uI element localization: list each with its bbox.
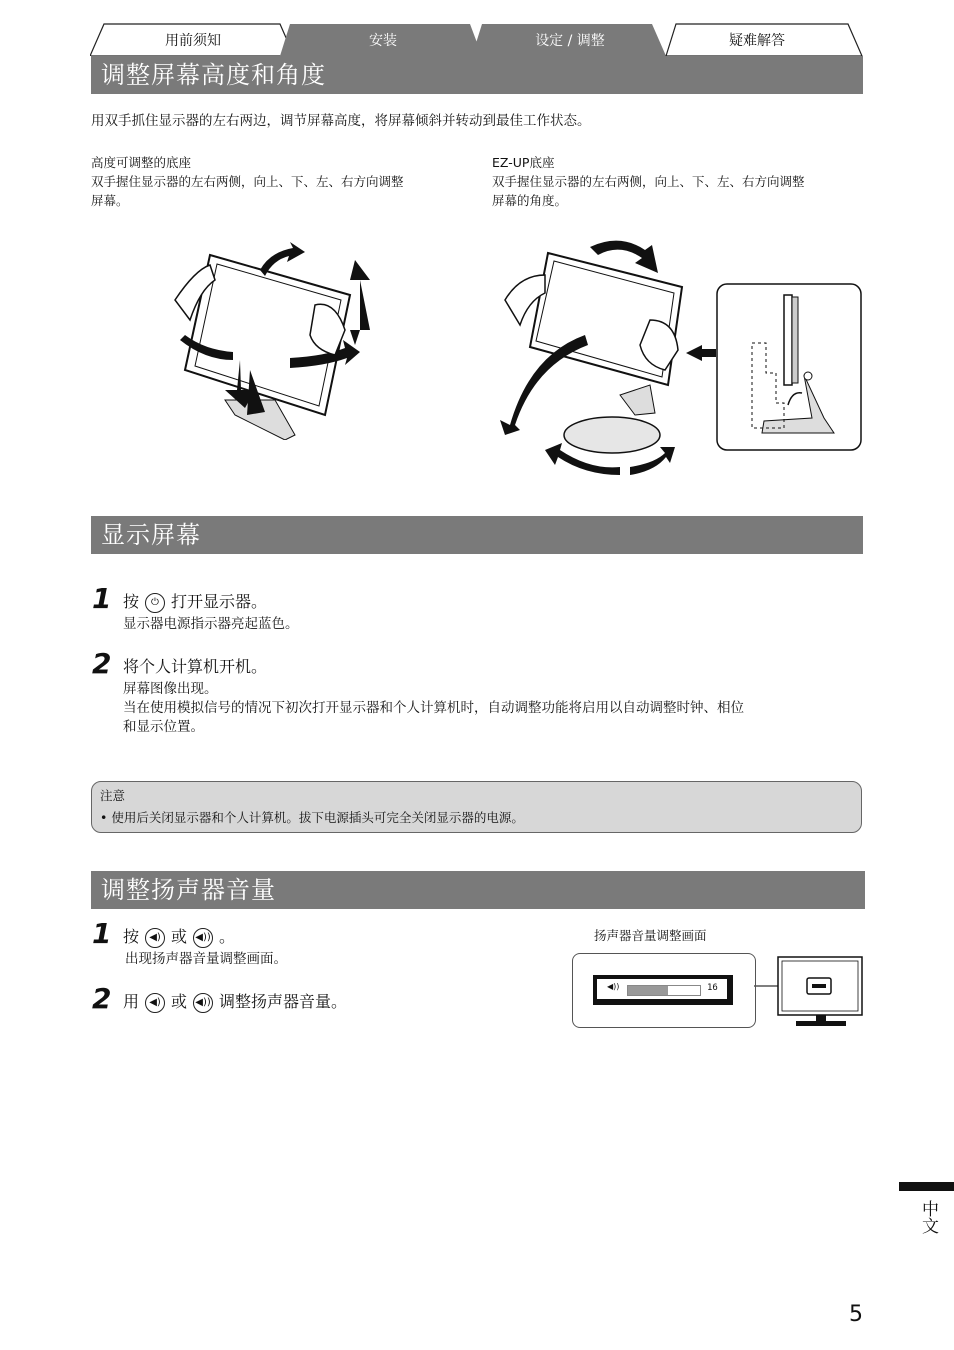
volume-down-icon: ◀) — [145, 993, 165, 1013]
step2-title: 将个人计算机开机。 — [123, 657, 268, 676]
volume-up-icon: ◀)) — [193, 928, 213, 948]
speaker-step-number-1: 1 — [92, 917, 112, 950]
speaker-step1-press: 按 — [123, 927, 140, 946]
intro-text: 用双手抓住显示器的左右两边，调节屏幕高度，将屏幕倾斜并转动到最佳工作状态。 — [91, 113, 591, 129]
speaker-icon: ◀)) — [607, 982, 620, 991]
step2-sub3: 和显示位置。 — [123, 719, 204, 735]
volume-bar-fill — [628, 986, 668, 995]
monitor-thumbnail — [754, 956, 864, 1030]
volume-up-icon: ◀)) — [193, 993, 213, 1013]
volume-window — [593, 975, 733, 1005]
language-tab-bar — [899, 1182, 954, 1191]
stand-height-desc — [91, 153, 471, 210]
step1-title — [123, 589, 267, 613]
step1-action: 打开显示器。 — [171, 592, 268, 611]
tab-before-use[interactable]: 用前须知 — [165, 33, 221, 49]
ezup-line2: 屏幕的角度。 — [492, 193, 568, 208]
section-title-display: 显示屏幕 — [91, 516, 863, 554]
side-view-inset — [684, 283, 864, 453]
speaker-step2-title — [123, 989, 347, 1013]
arrow-up — [260, 242, 305, 276]
step2-sub — [123, 680, 863, 737]
volume-screen-caption: 扬声器音量调整画面 — [594, 928, 707, 943]
speaker-step2-use: 用 — [123, 992, 140, 1011]
note-title: 注意 — [100, 788, 126, 803]
note-text: • 使用后关闭显示器和个人计算机。拔下电源插头可完全关闭显示器的电源。 — [100, 810, 524, 825]
page-number: 5 — [849, 1302, 863, 1327]
note-box — [91, 781, 862, 833]
ezup-desc — [492, 153, 872, 210]
speaker-step1-sub: 出现扬声器音量调整画面。 — [125, 951, 287, 967]
stand-height-line2: 屏幕。 — [91, 193, 129, 208]
step2-sub1: 屏幕图像出现。 — [123, 681, 218, 697]
speaker-step1-end: 。 — [219, 927, 236, 946]
height-stand-illustration — [165, 240, 375, 440]
step-number-2: 2 — [92, 647, 112, 680]
ezup-heading: EZ-UP底座 — [492, 155, 555, 170]
ezup-stand-illustration — [490, 235, 690, 480]
arrow-vertical — [350, 260, 370, 345]
step1-sub: 显示器电源指示器亮起蓝色。 — [123, 616, 299, 632]
tab-installation[interactable]: 安装 — [369, 33, 397, 49]
section-title-height-angle: 调整屏幕高度和角度 — [91, 56, 863, 94]
tab-settings[interactable]: 设定 / 调整 — [535, 33, 605, 49]
stand-height-heading: 高度可调整的底座 — [91, 155, 192, 170]
volume-value: 16 — [707, 983, 718, 993]
step-number-1: 1 — [92, 582, 112, 615]
volume-down-icon: ◀) — [145, 928, 165, 948]
language-label: 中文 — [918, 1200, 938, 1234]
step1-press-label: 按 — [123, 592, 140, 611]
section-title-speaker: 调整扬声器音量 — [91, 871, 865, 909]
tab-troubleshooting[interactable]: 疑难解答 — [729, 33, 785, 49]
pointer-arrow — [686, 345, 716, 361]
speaker-step1-or: 或 — [171, 927, 188, 946]
speaker-step1-title — [123, 924, 235, 948]
speaker-step-number-2: 2 — [92, 982, 112, 1015]
speaker-step2-or: 或 — [171, 992, 188, 1011]
speaker-step2-action: 调整扬声器音量。 — [219, 992, 348, 1011]
nav-tabs — [90, 22, 864, 56]
ezup-line1: 双手握住显示器的左右两侧，向上、下、左、右方向调整 — [492, 174, 805, 189]
step2-sub2: 当在使用模拟信号的情况下初次打开显示器和个人计算机时，自动调整功能将启用以自动调整时钟、相位 — [123, 700, 744, 716]
power-icon: ⏻ — [145, 593, 165, 613]
volume-bar — [627, 985, 701, 996]
stand-height-line1: 双手握住显示器的左右两侧，向上、下、左、右方向调整 — [91, 174, 404, 189]
volume-screen-diagram — [572, 953, 756, 1028]
